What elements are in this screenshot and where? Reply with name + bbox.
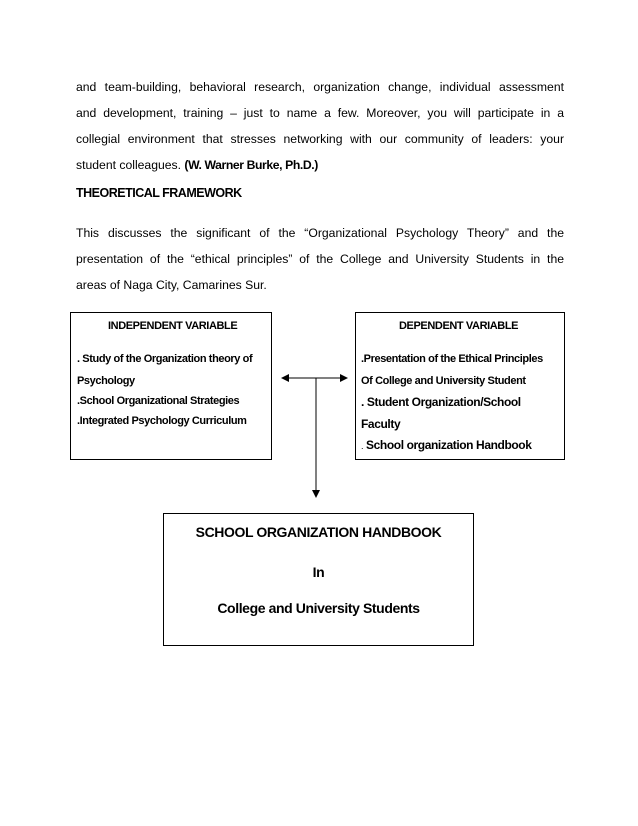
- intro-line: and development, training – just to name a few. Moreover, you will participate in a: [76, 106, 564, 120]
- dependent-variable-title: DEPENDENT VARIABLE: [399, 320, 519, 332]
- intro-last-text: student colleagues.: [76, 158, 182, 172]
- intro-line: collegial environment that stresses networking with our community of leaders: your: [76, 132, 564, 146]
- dependent-item: Faculty: [361, 417, 401, 431]
- dependent-item: .Presentation of the Ethical Principles: [361, 353, 543, 365]
- bullet-dot: .: [361, 441, 364, 451]
- independent-item: . Study of the Organization theory of: [77, 353, 253, 365]
- independent-variable-title: INDEPENDENT VARIABLE: [108, 320, 238, 332]
- dependent-item: . Student Organization/School: [361, 395, 521, 409]
- author-citation: (W. Warner Burke, Ph.D.): [184, 158, 318, 172]
- dependent-item: Of College and University Student: [361, 375, 526, 387]
- handbook-box: [163, 513, 474, 646]
- intro-line: and team-building, behavioral research, organization change, individual assessment: [76, 80, 564, 94]
- handbook-in: In: [312, 564, 325, 580]
- independent-item: .Integrated Psychology Curriculum: [77, 415, 247, 427]
- framework-line: This discusses the significant of the “Organizational Psychology Theory” and the: [76, 226, 564, 240]
- framework-line: presentation of the “ethical principles” of the College and University Students in the: [76, 252, 564, 266]
- handbook-subtitle: College and University Students: [217, 600, 420, 616]
- framework-line: areas of Naga City, Camarines Sur.: [76, 278, 267, 292]
- independent-item: .School Organizational Strategies: [77, 395, 240, 407]
- independent-item: Psychology: [77, 375, 135, 387]
- dependent-item-text: School organization Handbook: [366, 438, 532, 452]
- handbook-title: SCHOOL ORGANIZATION HANDBOOK: [195, 524, 442, 540]
- section-heading: THEORETICAL FRAMEWORK: [76, 186, 242, 200]
